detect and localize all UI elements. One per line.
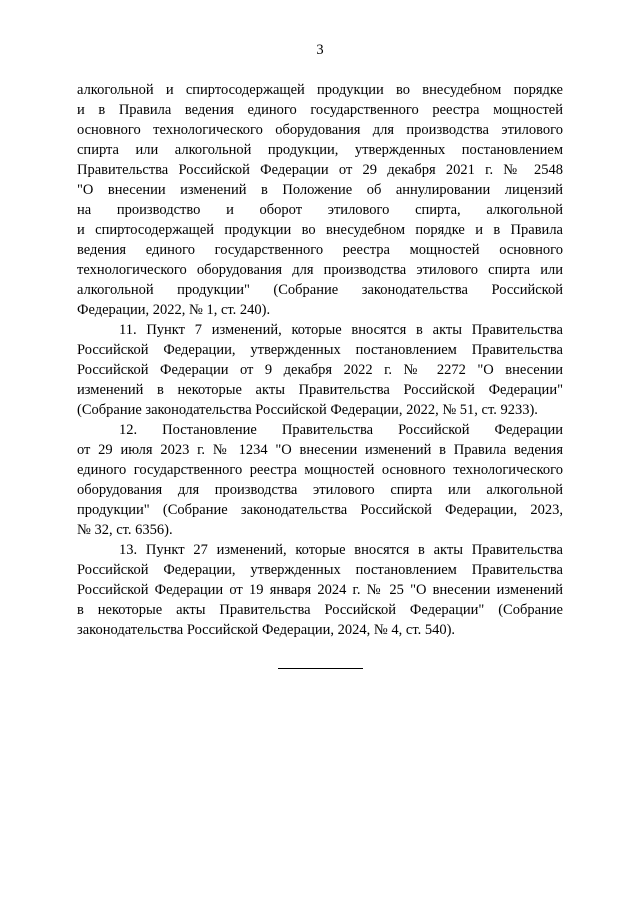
- text-line: 12. Постановление Правительства Российской Федерации: [119, 422, 563, 438]
- text-line: Российской Федерации, утвержденных постановлением Правительства: [77, 342, 563, 358]
- text-line: на производство и оборот этилового спирта, алкогольной: [77, 202, 563, 218]
- text-line: Федерации, 2022, № 1, ст. 240).: [77, 302, 271, 318]
- text-line: технологического оборудования для производства этилового спирта или: [77, 262, 563, 278]
- text-line: Правительства Российской Федерации от 29 декабря 2021 г. № 2548: [77, 162, 563, 178]
- text-line: Российской Федерации, утвержденных постановлением Правительства: [77, 562, 563, 578]
- text-line: в некоторые акты Правительства Российской Федерации" (Собрание: [77, 602, 563, 618]
- text-line: законодательства Российской Федерации, 2024, № 4, ст. 540).: [77, 622, 456, 638]
- end-separator-line: [278, 668, 363, 669]
- text-line: и в Правила ведения единого государственного реестра мощностей: [77, 102, 563, 118]
- text-line: 11. Пункт 7 изменений, которые вносятся в акты Правительства: [119, 322, 563, 338]
- text-line: единого государственного реестра мощностей основного технологического: [77, 462, 563, 478]
- paragraph-item-12: [77, 420, 563, 540]
- paragraph-item-11: [77, 320, 563, 420]
- text-line: от 29 июля 2023 г. № 1234 "О внесении изменений в Правила ведения: [77, 442, 563, 458]
- text-line: Российской Федерации от 9 декабря 2022 г. № 2272 "О внесении: [77, 362, 563, 378]
- page-number: 3: [316, 42, 324, 58]
- text-line: и спиртосодержащей продукции во внесудебном порядке и в Правила: [77, 222, 563, 238]
- text-line: алкогольной и спиртосодержащей продукции во внесудебном порядке: [77, 82, 563, 98]
- text-line: № 32, ст. 6356).: [77, 522, 173, 538]
- text-line: спирта или алкогольной продукции, утвержденных постановлением: [77, 142, 563, 158]
- text-line: "О внесении изменений в Положение об аннулировании лицензий: [77, 182, 563, 198]
- text-line: оборудования для производства этилового спирта или алкогольной: [77, 482, 563, 498]
- text-line: изменений в некоторые акты Правительства Российской Федерации": [77, 382, 563, 398]
- paragraph-continuation: [77, 80, 563, 320]
- text-line: продукции" (Собрание законодательства Российской Федерации, 2023,: [77, 502, 563, 518]
- text-line: (Собрание законодательства Российской Федерации, 2022, № 51, ст. 9233).: [77, 402, 538, 418]
- text-line: ведения единого государственного реестра мощностей основного: [77, 242, 563, 258]
- text-line: алкогольной продукции" (Собрание законодательства Российской: [77, 282, 563, 298]
- paragraph-item-13: [77, 540, 563, 640]
- text-line: Российской Федерации от 19 января 2024 г. № 25 "О внесении изменений: [77, 582, 563, 598]
- document-body: [77, 80, 563, 640]
- text-line: 13. Пункт 27 изменений, которые вносятся в акты Правительства: [119, 542, 563, 558]
- text-line: основного технологического оборудования для производства этилового: [77, 122, 563, 138]
